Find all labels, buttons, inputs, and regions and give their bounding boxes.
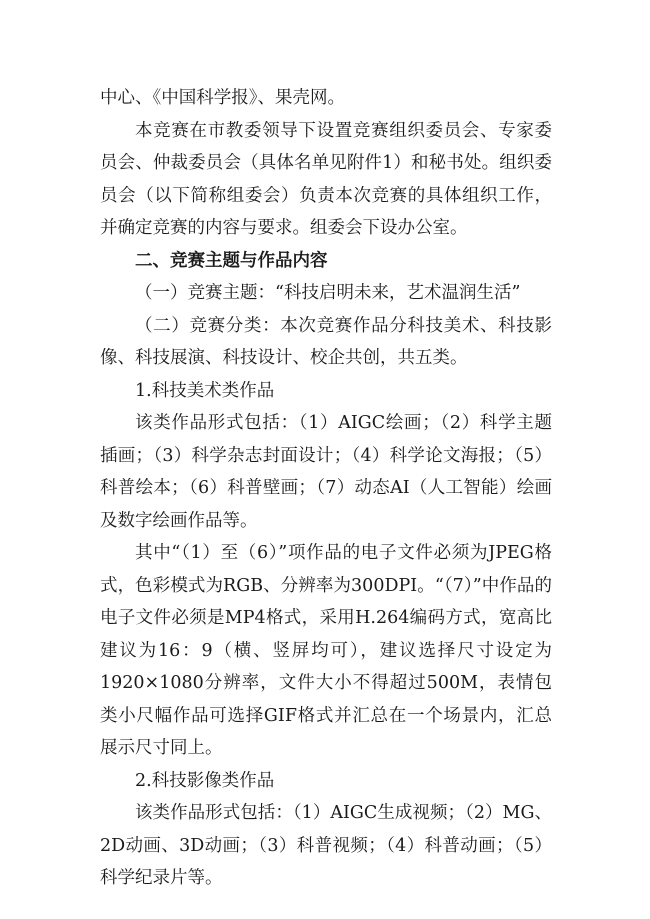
section-heading: 二、竞赛主题与作品内容	[135, 250, 328, 271]
paragraph-video-forms: 该类作品形式包括：（1）AIGC生成视频；（2）MG、2D动画、3D动画；（3）科普视频；（4）科普动画；（5）科学纪录片等。	[100, 803, 552, 888]
category-heading-video: 2.科技影像类作品	[135, 770, 275, 791]
paragraph-art-forms: 该类作品形式包括：（1）AIGC绘画；（2）科学主题插画；（3）科学杂志封面设计；（4）科学论文海报；（5）科普绘本；（6）科普壁画；（7）动态AI（人工智能）绘画及数字绘画作品等。	[100, 413, 552, 531]
subsection-categories: （二）竞赛分类：本次竞赛作品分科技美术、科技影像、科技展演、科技设计、校企共创，共五类。	[100, 315, 552, 368]
paragraph-file-requirements: 其中“（1）至（6）”项作品的电子文件必须为JPEG格式，色彩模式为RGB、分辨率为300DPI。“（7）”中作品的电子文件必须是MP4格式，采用H.264编码方式，宽高比建议为16：9（横、竖屏均可），建议选择尺寸设定为1920×1080分辨率，文件大小不得超过500M，表情包类小尺幅作品可选择GIF格式并汇总在一个场景内，汇总展示尺寸同上。	[100, 543, 552, 758]
paragraph-continuation: 中心、《中国科学报》、果壳网。	[100, 88, 345, 108]
category-heading-art: 1.科技美术类作品	[135, 380, 275, 401]
paragraph-organization: 本竞赛在市教委领导下设置竞赛组织委员会、专家委员会、仲裁委员会（具体名单见附件1）和秘书处。组织委员会（以下简称组委会）负责本次竞赛的具体组织工作，并确定竞赛的内容与要求。组委会下设办公室。	[100, 120, 552, 238]
document-page	[100, 82, 552, 895]
subsection-theme: （一）竞赛主题：“科技启明未来，艺术温润生活”	[135, 283, 521, 303]
